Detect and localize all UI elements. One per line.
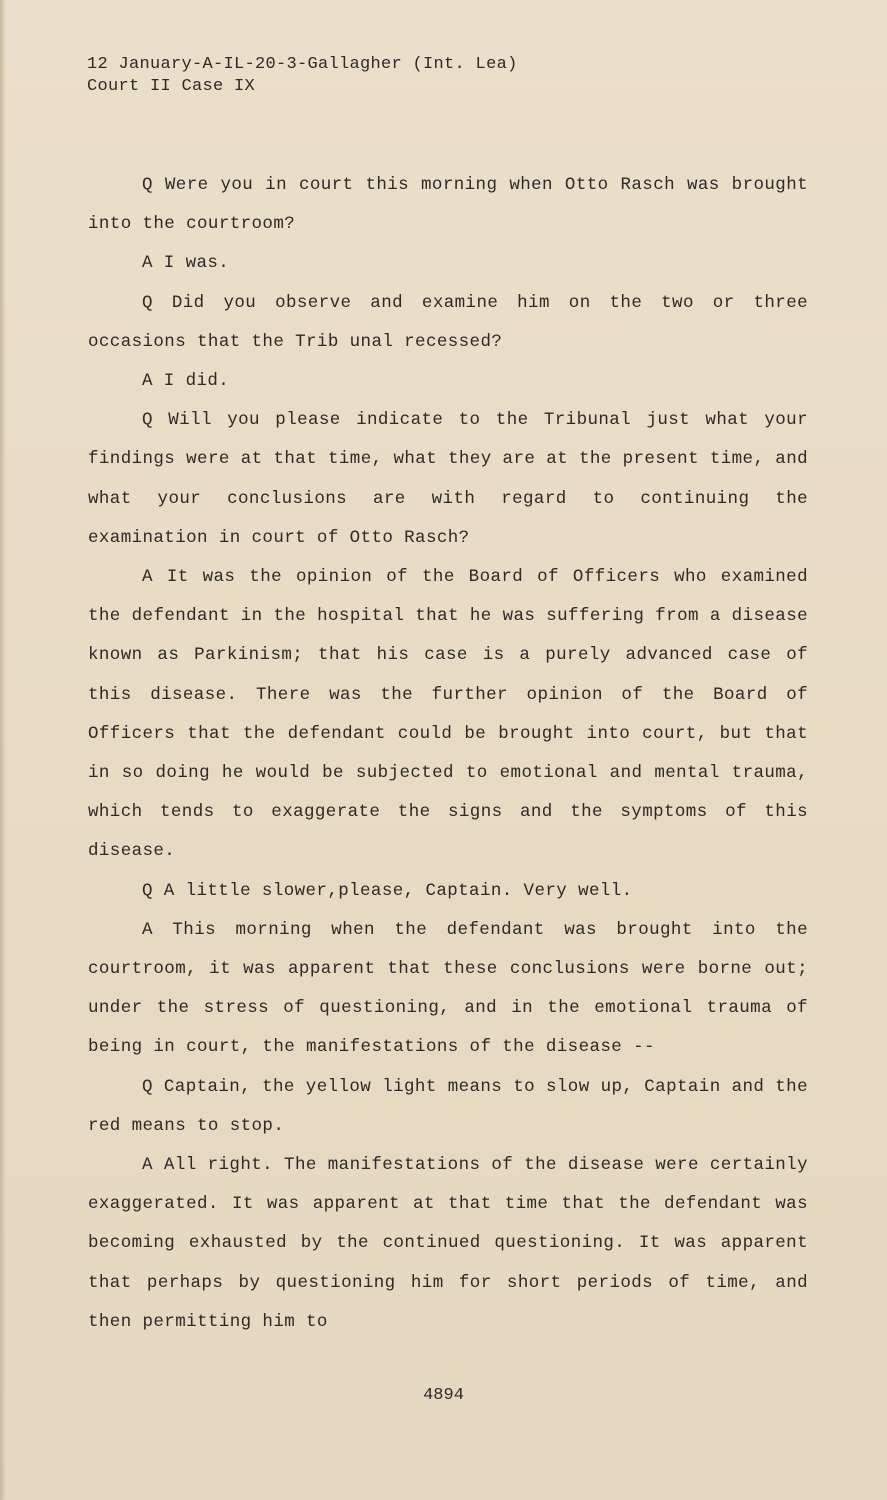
transcript-paragraph: Q Captain, the yellow light means to slow up, Captain and the red means to stop.	[88, 1076, 808, 1136]
transcript-paragraph: Q Did you observe and examine him on the two or three occasions that the Trib unal recessed?	[88, 292, 808, 352]
header-line-2: Court II Case IX	[87, 77, 256, 96]
paper-edge	[0, 0, 6, 1500]
transcript-paragraph: A All right. The manifestations of the disease were certainly exaggerated. It was apparent at that time that the defendant was becoming exhausted by the continued questioning. It was apparent that perhaps by questioning him for short periods of time, and then permitting him to	[88, 1155, 808, 1332]
transcript-paragraph: Q Will you please indicate to the Tribunal just what your findings were at that time, what they are at the present time, and what your conclusions are with regard to continuing the examination in court of Otto Rasch?	[88, 410, 808, 548]
header-line-1: 12 January-A-IL-20-3-Gallagher (Int. Lea)	[87, 55, 518, 74]
transcript-body	[88, 166, 808, 1342]
page-number: 4894	[423, 1386, 464, 1405]
transcript-paragraph: A I did.	[142, 371, 230, 392]
transcript-paragraph: Q A little slower,please, Captain. Very well.	[142, 880, 633, 901]
transcript-paragraph: A I was.	[142, 253, 230, 274]
document-header	[87, 54, 518, 98]
transcript-paragraph: Q Were you in court this morning when Otto Rasch was brought into the courtroom?	[88, 175, 808, 235]
transcript-paragraph: A It was the opinion of the Board of Officers who examined the defendant in the hospital that he was suffering from a disease known as Parkinism; that his case is a purely advanced case of this disease. There was the further opinion of the Board of Officers that the defendant could be brought into court, but that in so doing he would be subjected to emotional and mental trauma, which tends to exaggerate the signs and the symptoms of this disease.	[88, 567, 808, 862]
transcript-paragraph: A This morning when the defendant was brought into the courtroom, it was apparent that these conclusions were borne out; under the stress of questioning, and in the emotional trauma of being in court, the manifestations of the disease --	[88, 919, 808, 1058]
